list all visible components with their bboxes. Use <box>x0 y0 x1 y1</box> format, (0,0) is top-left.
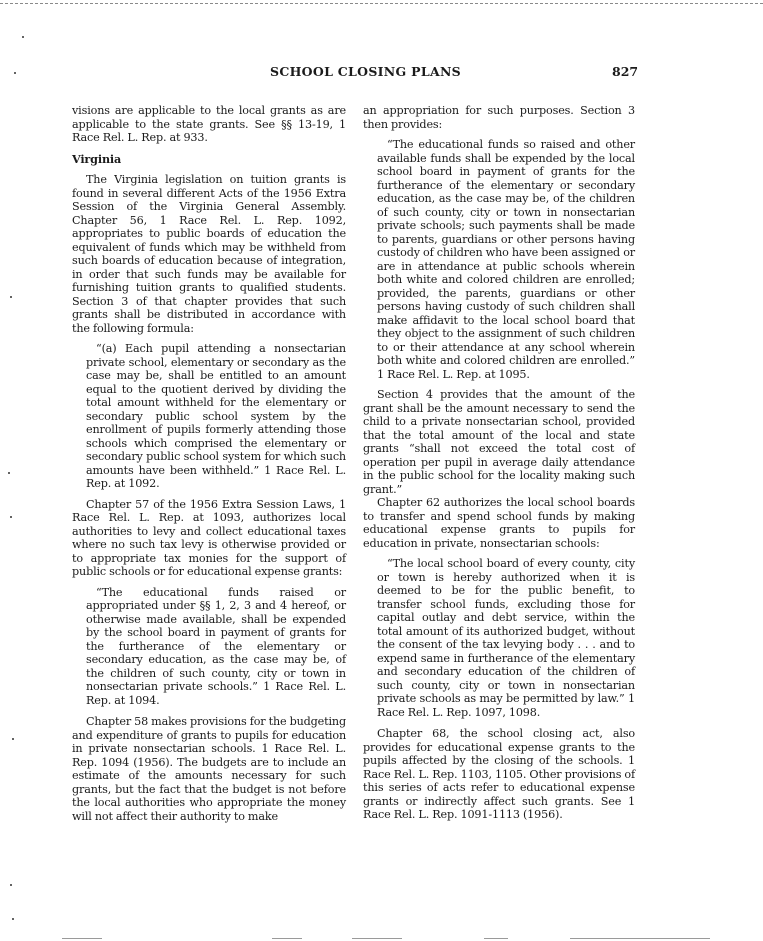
scan-speck <box>12 918 14 920</box>
scan-speck <box>10 884 12 886</box>
right-paragraph-3: Chapter 62 authorizes the local school boards to transfer and spend school funds by making educational expense grants to pupils for education in private, nonsectarian schools: <box>363 496 635 550</box>
scan-speck <box>12 738 14 740</box>
left-quote-1: “(a) Each pupil attending a nonsectarian private school, elementary or secondary as the case may be, shall be entitled to an amount equal to the quotient derived by dividing the total amount withheld for the elementary or secondary public school system by the enrollment of pupils formerly attending those schools which comprised the elementary or secondary public school system for which such amounts have been withheld.” 1 Race Rel. L. Rep. at 1092. <box>86 342 346 490</box>
scan-speck <box>10 296 12 298</box>
right-paragraph-4: Chapter 68, the school closing act, also provides for educational expense grants to the pupils affected by the closing of the schools. 1 Race Rel. L. Rep. 1103, 1105. Other provisions of this series of acts refer to educational expense grants or indirectly affect such grants. See 1 Race Rel. L. Rep. 1091-1113 (1956). <box>363 727 635 821</box>
footer-rule-segment <box>272 938 302 939</box>
page-number: 827 <box>612 64 639 79</box>
top-edge-dashed-rule <box>0 3 763 4</box>
left-column <box>72 104 346 823</box>
right-paragraph-2: Section 4 provides that the amount of the grant shall be the amount necessary to send the child to a private nonsectarian school, provided that the total amount of the local and state grants “shall not exceed the total cost of operation per pupil in average daily attendance in the public school for the locality making such grant.” <box>363 388 635 496</box>
section-heading-virginia: Virginia <box>72 151 122 166</box>
scan-speck <box>10 516 12 518</box>
right-column <box>363 104 635 822</box>
right-quote-2: “The local school board of every county, city or town is hereby authorized when it is deemed to be for the public benefit, to transfer school funds, excluding those for capital outlay and debt service, within the total amount of its authorized budget, without the consent of the tax levying body . . . and to expend same in furtherance of the elementary and secondary education of the children of such county, city or town in nonsectarian private schools as may be permitted by law.” 1 Race Rel. L. Rep. 1097, 1098. <box>377 557 635 719</box>
scan-speck <box>8 472 10 474</box>
footer-rule-segment <box>570 938 710 939</box>
left-paragraph-4: Chapter 58 makes provisions for the budgeting and expenditure of grants to pupils for education in private nonsectarian schools. 1 Race Rel. L. Rep. 1094 (1956). The budgets are to include an estimate of the amounts necessary for such grants, but the fact that the budget is not before the local authorities who appropriate the money will not affect their authority to make <box>72 715 346 823</box>
page-header <box>0 64 763 84</box>
footer-rule-segment <box>484 938 508 939</box>
left-paragraph-2: The Virginia legislation on tuition grants is found in several different Acts of the 1956 Extra Session of the Virginia General Assembly. Chapter 56, 1 Race Rel. L. Rep. 1092, appropriates to public boards of education the equivalent of funds which may be withheld from such boards of education because of integration, in order that such funds may be available for furnishing tuition grants to qualified students. Section 3 of that chapter provides that such grants shall be distributed in accordance with the following formula: <box>72 173 346 335</box>
running-head: SCHOOL CLOSING PLANS <box>270 64 461 79</box>
scan-speck <box>14 72 16 74</box>
right-paragraph-1: an appropriation for such purposes. Section 3 then provides: <box>363 104 635 131</box>
left-paragraph-3: Chapter 57 of the 1956 Extra Session Laws, 1 Race Rel. L. Rep. at 1093, authorizes local authorities to levy and collect educational taxes where no such tax levy is otherwise provided or to appropriate tax monies for the support of public schools or for educational expense grants: <box>72 497 346 578</box>
left-quote-2: “The educational funds raised or appropriated under §§ 1, 2, 3 and 4 hereof, or otherwise made available, shall be expended by the school board in payment of grants for the furtherance of the elementary or secondary education, as the case may be, of the children of such county, city or town in nonsectarian private schools.” 1 Race Rel. L. Rep. at 1094. <box>86 585 346 707</box>
scan-speck <box>22 36 24 38</box>
right-quote-1: “The educational funds so raised and other available funds shall be expended by the local school board in payment of grants for the furtherance of the elementary or secondary education, as the case may be, of the children of such county, city or town in nonsectarian private schools; such payments shall be made to parents, guardians or other persons having custody of children who have been assigned or are in attendance at public schools wherein both white and colored children are enrolled; provided, the parents, guardians or other persons having custody of such children shall make affidavit to the local school board that they object to the assignment of such children to or their attendance at any school wherein both white and colored children are enrolled.” 1 Race Rel. L. Rep. at 1095. <box>377 138 635 381</box>
footer-rule-segment <box>352 938 402 939</box>
footer-rule-segment <box>62 938 102 939</box>
left-paragraph-1: visions are applicable to the local grants as are applicable to the state grants. See §§ 13-19, 1 Race Rel. L. Rep. at 933. <box>72 104 346 144</box>
